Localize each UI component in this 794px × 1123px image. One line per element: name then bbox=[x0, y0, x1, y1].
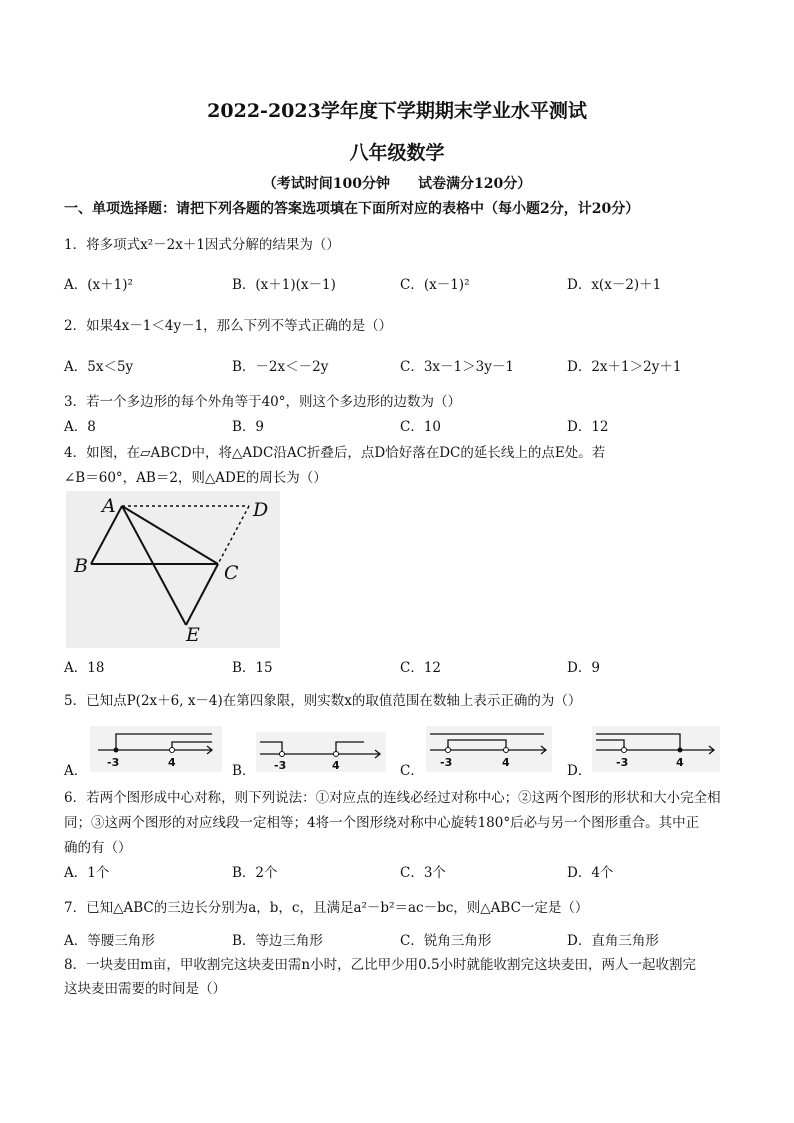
q3-option-d: D．12 bbox=[567, 419, 609, 435]
svg-text:4: 4 bbox=[332, 759, 340, 772]
q4-option-d: D．9 bbox=[567, 660, 600, 676]
question-8-stem-line2: 这块麦田需要的时间是（） bbox=[64, 981, 226, 997]
q6-option-c: C．3个 bbox=[400, 865, 446, 881]
svg-text:4: 4 bbox=[676, 756, 684, 769]
q6-option-a: A．1个 bbox=[64, 865, 110, 881]
q2-option-d: D．2x＋1＞2y＋1 bbox=[567, 359, 682, 375]
q4-option-c: C．12 bbox=[400, 660, 442, 676]
number-line-b bbox=[256, 732, 386, 772]
q6-option-b: B．2个 bbox=[232, 865, 278, 881]
label-a: A bbox=[102, 495, 116, 517]
parallelogram-figure bbox=[66, 491, 280, 648]
q3-option-b: B．9 bbox=[232, 419, 265, 435]
number-line-d bbox=[592, 726, 720, 772]
q6-option-d: D．4个 bbox=[567, 865, 614, 881]
q5-option-a: A． bbox=[64, 763, 88, 779]
question-6-stem-line3: 确的有（） bbox=[64, 840, 132, 856]
q2-option-c: C．3x－1＞3y－1 bbox=[400, 359, 514, 375]
svg-text:-3: -3 bbox=[107, 756, 120, 769]
q3-option-a: A．8 bbox=[64, 419, 96, 435]
q5-option-d: D． bbox=[567, 763, 592, 779]
label-d: D bbox=[253, 499, 269, 521]
q1-option-a: A．(x＋1)² bbox=[64, 277, 133, 293]
number-line-c bbox=[426, 726, 552, 772]
q5-option-c: C． bbox=[400, 763, 424, 779]
q7-option-a: A．等腰三角形 bbox=[64, 933, 155, 949]
label-b: B bbox=[74, 555, 88, 577]
label-c: C bbox=[224, 562, 239, 584]
q1-option-b: B．(x＋1)(x－1) bbox=[232, 277, 336, 293]
section-heading: 一、单项选择题：请把下列各题的答案选项填在下面所对应的表格中（每小题2分，计20分） bbox=[64, 201, 640, 217]
question-2-stem: 2．如果4x－1＜4y－1，那么下列不等式正确的是（） bbox=[64, 318, 393, 334]
q7-option-b: B．等边三角形 bbox=[232, 933, 323, 949]
q2-option-b: B．－2x＜－2y bbox=[232, 359, 329, 375]
question-6-stem-line2: 同；③这两个图形的对应线段一定相等；4将一个图形绕对称中心旋转180°后必与另一个图形重合。其中正 bbox=[64, 815, 700, 831]
q7-option-d: D．直角三角形 bbox=[567, 933, 659, 949]
q7-option-c: C．锐角三角形 bbox=[400, 933, 492, 949]
question-4-stem-line1: 4．如图，在▱ABCD中，将△ADC沿AC折叠后，点D恰好落在DC的延长线上的点E处。若 bbox=[64, 445, 606, 461]
exam-subtitle: 八年级数学 bbox=[349, 142, 445, 164]
exam-info: （考试时间100分钟 试卷满分120分） bbox=[262, 176, 532, 192]
svg-text:-3: -3 bbox=[440, 756, 453, 769]
question-3-stem: 3．若一个多边形的每个外角等于40°，则这个多边形的边数为（） bbox=[64, 394, 462, 410]
exam-title: 2022-2023学年度下学期期末学业水平测试 bbox=[207, 100, 587, 122]
question-8-stem-line1: 8．一块麦田m亩，甲收割完这块麦田需n小时，乙比甲少用0.5小时就能收割完这块麦田，两人一起收割完 bbox=[64, 957, 697, 973]
svg-text:4: 4 bbox=[502, 756, 510, 769]
question-4-stem-line2: ∠B＝60°，AB＝2，则△ADE的周长为（） bbox=[64, 470, 327, 486]
svg-text:4: 4 bbox=[168, 756, 176, 769]
parallelogram-diagram bbox=[66, 491, 280, 648]
label-e: E bbox=[186, 624, 200, 646]
q3-option-c: C．10 bbox=[400, 419, 442, 435]
svg-text:-3: -3 bbox=[274, 759, 287, 772]
q1-option-d: D．x(x－2)＋1 bbox=[567, 277, 662, 293]
q1-option-c: C．(x－1)² bbox=[400, 277, 470, 293]
q4-option-b: B．15 bbox=[232, 660, 273, 676]
question-1-stem: 1．将多项式x²－2x＋1因式分解的结果为（） bbox=[64, 237, 340, 253]
q5-option-b: B． bbox=[232, 763, 256, 779]
question-5-stem: 5．已知点P(2x＋6, x－4)在第四象限，则实数x的取值范围在数轴上表示正确的为（） bbox=[64, 693, 582, 709]
number-line-a bbox=[90, 726, 222, 772]
q2-option-a: A．5x＜5y bbox=[64, 359, 134, 375]
q4-option-a: A．18 bbox=[64, 660, 105, 676]
question-7-stem: 7．已知△ABC的三边长分别为a，b，c，且满足a²－b²＝ac－bc，则△ABC一定是（） bbox=[64, 900, 589, 916]
svg-text:-3: -3 bbox=[616, 756, 629, 769]
question-6-stem-line1: 6．若两个图形成中心对称，则下列说法：①对应点的连线必经过对称中心；②这两个图形的形状和大小完全相 bbox=[64, 790, 721, 806]
